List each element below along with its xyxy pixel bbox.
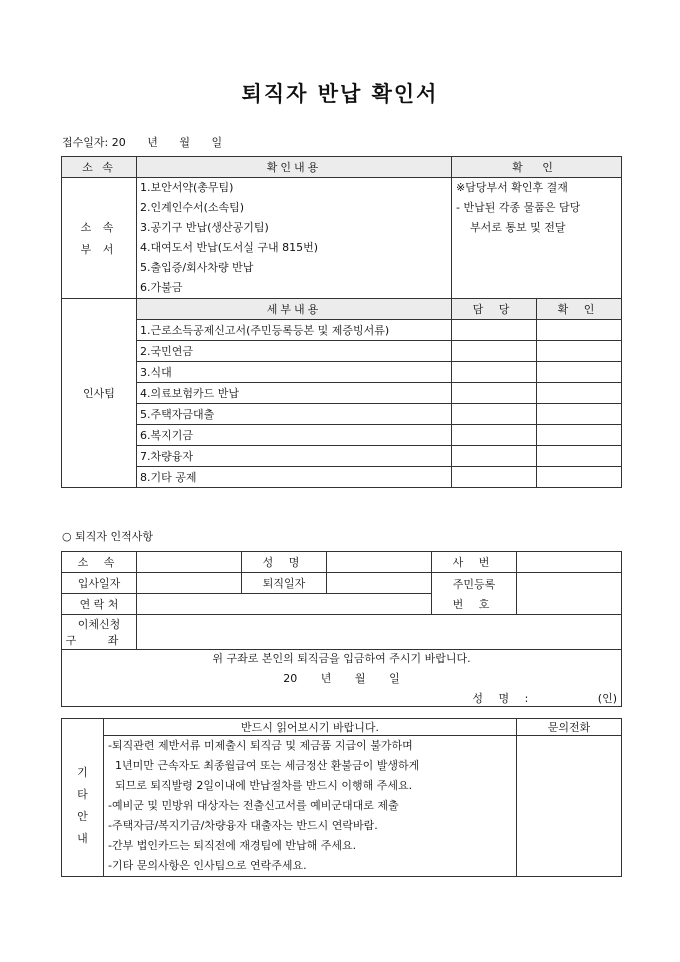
hr-item: 2.국민연금 bbox=[137, 341, 452, 362]
dept-item: 5.출입증/회사차량 반납 bbox=[140, 261, 254, 274]
notice-header: 반드시 읽어보시기 바랍니다. bbox=[104, 719, 517, 736]
charge-cell[interactable] bbox=[452, 383, 537, 404]
charge-cell[interactable] bbox=[452, 446, 537, 467]
hr-header-charge: 담 당 bbox=[452, 299, 537, 320]
phone-value[interactable] bbox=[517, 736, 622, 877]
charge-cell[interactable] bbox=[452, 362, 537, 383]
dept-item: 1.보안서약(총무팀) bbox=[140, 181, 234, 194]
dept-item: 6.가불금 bbox=[140, 281, 183, 294]
label-resident-no-2: 번 호 bbox=[452, 597, 496, 611]
request-date bbox=[66, 670, 617, 686]
header-content: 확인내용 bbox=[137, 157, 452, 178]
charge-cell[interactable] bbox=[452, 341, 537, 362]
charge-cell[interactable] bbox=[452, 404, 537, 425]
side-char: 기 bbox=[77, 765, 88, 779]
confirm-cell[interactable] bbox=[537, 404, 622, 425]
charge-cell[interactable] bbox=[452, 467, 537, 488]
notice-line: 1년미만 근속자도 최종월급여 또는 세금정산 환불금이 발생하게 bbox=[115, 759, 420, 772]
notice-table bbox=[61, 718, 622, 877]
label-leave-date: 퇴직일자 bbox=[242, 573, 327, 594]
header-confirm: 확 인 bbox=[452, 157, 622, 178]
receipt-date bbox=[62, 134, 240, 150]
request-date-month: 월 bbox=[354, 672, 366, 685]
charge-cell[interactable] bbox=[452, 425, 537, 446]
value-dept[interactable] bbox=[137, 552, 242, 573]
notice-line: -퇴직관련 제반서류 미제출시 퇴직금 및 제금품 지급이 불가하며 bbox=[108, 739, 413, 752]
section-title: ○ 퇴직자 인적사항 bbox=[62, 530, 153, 543]
hr-label: 인사팀 bbox=[62, 299, 137, 488]
request-block bbox=[62, 650, 622, 707]
dept-item: 4.대여도서 반납(도서실 구내 815번) bbox=[140, 241, 319, 254]
label-join-date: 입사일자 bbox=[62, 573, 137, 594]
label-name: 성 명 bbox=[242, 552, 327, 573]
dept-label bbox=[62, 178, 137, 299]
label-transfer-1: 이체신청 bbox=[77, 618, 121, 631]
notice-line: -예비군 및 민방위 대상자는 전출신고서를 예비군대대로 제출 bbox=[108, 799, 399, 812]
notice-lines bbox=[104, 736, 517, 877]
notice-side-label bbox=[62, 719, 104, 877]
request-date-20: 20 bbox=[283, 672, 298, 685]
note-line: 부서로 통보 및 전달 bbox=[470, 221, 566, 234]
value-contact[interactable] bbox=[137, 594, 432, 615]
label-dept: 소 속 bbox=[62, 552, 137, 573]
hr-item: 4.의료보험카드 반납 bbox=[137, 383, 452, 404]
hr-item: 1.근로소득공제신고서(주민등록등본 및 제증빙서류) bbox=[137, 320, 452, 341]
hr-item: 6.복지기금 bbox=[137, 425, 452, 446]
label-resident-no bbox=[432, 573, 517, 615]
document-title: 퇴직자 반납 확인서 bbox=[241, 81, 439, 106]
hr-item: 3.식대 bbox=[137, 362, 452, 383]
request-text: 위 구좌로 본인의 퇴직금을 입금하여 주시기 바랍니다. bbox=[212, 652, 471, 665]
request-date-year: 년 bbox=[320, 672, 332, 685]
notice-line: 되므로 퇴직발령 2일이내에 반납절차를 반드시 이행해 주세요. bbox=[115, 779, 413, 792]
confirm-cell[interactable] bbox=[537, 341, 622, 362]
hr-header-confirm: 확 인 bbox=[537, 299, 622, 320]
receipt-day: 일 bbox=[211, 136, 223, 149]
sign-line bbox=[66, 690, 617, 706]
confirm-cell[interactable] bbox=[537, 383, 622, 404]
label-resident-no-1: 주민등록 bbox=[452, 577, 496, 591]
dept-item: 3.공기구 반납(생산공기팀) bbox=[140, 221, 269, 234]
confirm-cell[interactable] bbox=[537, 446, 622, 467]
value-name[interactable] bbox=[327, 552, 432, 573]
personal-info-table bbox=[61, 551, 622, 707]
confirm-cell[interactable] bbox=[537, 320, 622, 341]
receipt-month: 월 bbox=[179, 136, 190, 149]
side-char: 내 bbox=[77, 831, 88, 845]
notice-line: -주택자금/복지기금/차량융자 대출자는 반드시 연락바람. bbox=[108, 819, 378, 832]
side-char: 타 bbox=[77, 787, 88, 801]
confirmation-table bbox=[61, 156, 622, 488]
hr-item: 5.주택자금대출 bbox=[137, 404, 452, 425]
label-emp-no: 사 번 bbox=[432, 552, 517, 573]
hr-header-detail: 세부내용 bbox=[137, 299, 452, 320]
value-emp-no[interactable] bbox=[517, 552, 622, 573]
value-resident-no[interactable] bbox=[517, 573, 622, 615]
value-join-date[interactable] bbox=[137, 573, 242, 594]
note-line: - 반납된 각종 물품은 담당 bbox=[456, 201, 581, 214]
request-date-day: 일 bbox=[389, 672, 400, 685]
dept-label-line1: 소 속 bbox=[80, 221, 118, 234]
notice-line: -간부 법인카드는 퇴직전에 재경팀에 반납해 주세요. bbox=[108, 839, 357, 852]
hr-item: 8.기타 공제 bbox=[137, 467, 452, 488]
seal-mark: (인) bbox=[597, 692, 617, 705]
dept-items bbox=[137, 178, 452, 299]
label-contact: 연 락 처 bbox=[62, 594, 137, 615]
charge-cell[interactable] bbox=[452, 320, 537, 341]
phone-header: 문의전화 bbox=[517, 719, 622, 736]
value-transfer-account[interactable] bbox=[137, 615, 622, 650]
label-transfer bbox=[62, 615, 137, 650]
notice-line: -기타 문의사항은 인사팀으로 연락주세요. bbox=[108, 859, 307, 872]
dept-label-line2: 부 서 bbox=[80, 243, 118, 256]
note-line: ※담당부서 확인후 결재 bbox=[456, 181, 568, 194]
value-leave-date[interactable] bbox=[327, 573, 432, 594]
receipt-year: 년 bbox=[147, 136, 158, 149]
side-char: 안 bbox=[77, 809, 88, 823]
confirm-cell[interactable] bbox=[537, 467, 622, 488]
hr-item: 7.차량융자 bbox=[137, 446, 452, 467]
label-transfer-2: 구 좌 bbox=[65, 634, 133, 647]
receipt-date-label: 접수일자: 20 bbox=[62, 136, 126, 149]
dept-item: 2.인계인수서(소속팀) bbox=[140, 201, 245, 214]
confirm-cell[interactable] bbox=[537, 362, 622, 383]
sign-label: 성 명 : bbox=[472, 692, 535, 705]
dept-notes bbox=[452, 178, 622, 299]
confirm-cell[interactable] bbox=[537, 425, 622, 446]
header-dept: 소 속 bbox=[62, 157, 137, 178]
